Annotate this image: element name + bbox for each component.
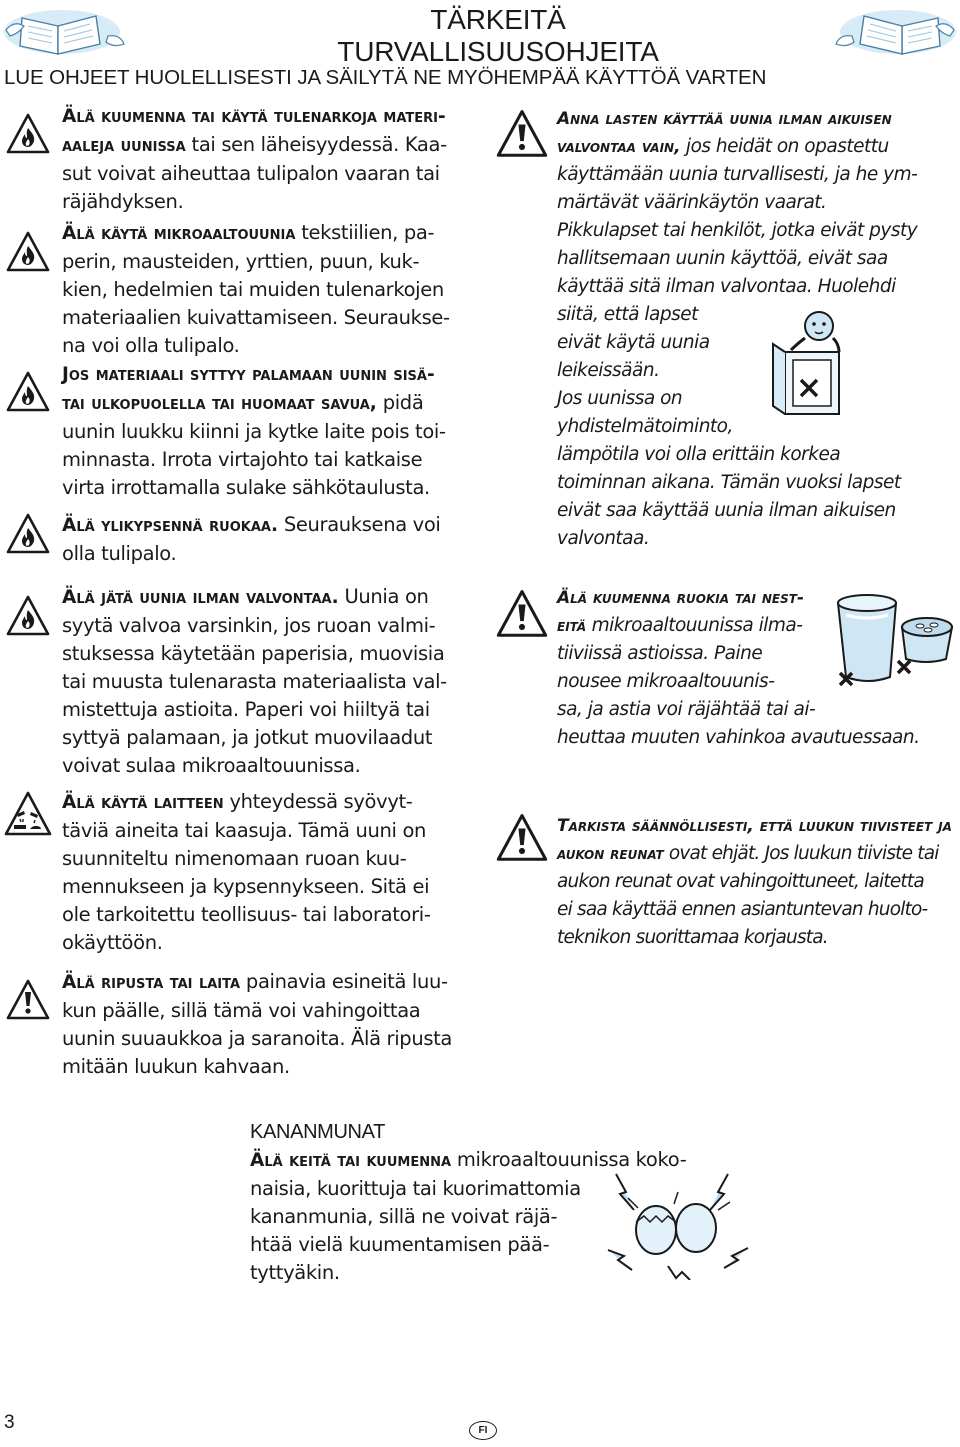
warning-text: kun päälle, sillä tämä voi vahingoittaa <box>62 999 421 1022</box>
warning-text: uunin luukku kiinni ja kytke laite pois toi- <box>62 420 446 443</box>
warning-text: olla tulipalo. <box>62 542 177 565</box>
page-subtitle: LUE OHJEET HUOLELLISESTI JA SÄILYTÄ NE MYÖHEMPÄÄ KÄYTTÖÄ VARTEN <box>4 66 767 89</box>
warning-text: toiminnan aikana. Tämän vuoksi lapset <box>557 472 901 493</box>
warning-text: okäyttöön. <box>62 931 163 954</box>
warning-text: htää vielä kuumentamisen pää- <box>250 1233 550 1256</box>
open-book-illustration <box>0 0 130 62</box>
flame-warning-icon <box>6 112 50 156</box>
warning-lead: Älä kuumenna tai käytä tulenarkoja materi- <box>62 106 446 127</box>
warning-text: leikeissään. <box>557 360 660 381</box>
warning-text: jos heidät on opastettu <box>680 136 889 157</box>
warning-text: valvontaa. <box>557 528 650 549</box>
warning-text: täviä aineita tai kaasuja. Tämä uuni on <box>62 819 427 842</box>
warning-text: Seurauksena voi <box>278 513 441 536</box>
warning-lead: Tarkista säännöllisesti, että luukun tiivisteet ja <box>557 816 952 836</box>
warning-lead: eitä <box>557 616 587 636</box>
warning-text: mitään luukun kahvaan. <box>62 1055 290 1078</box>
warning-text: suunniteltu nimenomaan ruoan kuu- <box>62 847 407 870</box>
warning-text: kananmunia, sillä ne voivat räjä- <box>250 1205 558 1228</box>
exploding-eggs-illustration <box>598 1170 758 1280</box>
warning-text: naisia, kuorittuja tai kuorimattomia <box>250 1177 581 1200</box>
warning-text: mennukseen ja kypsennykseen. Sitä ei <box>62 875 430 898</box>
warning-text: märtävät väärinkäytön vaarat. <box>557 192 827 213</box>
warning-text: tai muusta tulenarasta materiaalista val- <box>62 670 447 693</box>
warning-text: eivät saa käyttää uunia ilman aikuisen <box>557 500 896 521</box>
warning-lead: Anna lasten käyttää uunia ilman aikuisen <box>557 109 892 129</box>
exclamation-warning-icon <box>496 108 548 160</box>
warning-text: mistettuja astioita. Paperi voi hiiltyä tai <box>62 698 430 721</box>
warning-text: voivat sulaa mikroaaltouunissa. <box>62 754 361 777</box>
flame-warning-icon <box>6 594 50 638</box>
warning-text: sut voivat aiheuttaa tulipalon vaaran tai <box>62 162 440 185</box>
flame-warning-icon <box>6 370 50 414</box>
warning-text: sa, ja astia voi räjähtää tai ai- <box>557 699 816 720</box>
warning-text: mikroaaltouunissa ilma- <box>586 615 803 636</box>
warning-lead: tai ulkopuolella tai huomaat savua, <box>62 393 377 414</box>
warning-lead: aukon reunat <box>557 844 664 864</box>
warning-text: lämpötila voi olla erittäin korkea <box>557 444 841 465</box>
warning-text: ole tarkoitettu teollisuus- tai laboratori- <box>62 903 431 926</box>
warning-text: painavia esineitä luu- <box>240 970 448 993</box>
warning-text: na voi olla tulipalo. <box>62 334 240 357</box>
warning-lead: Älä kuumenna ruokia tai nest- <box>557 588 805 608</box>
warning-text: heuttaa muuten vahinkoa avautuessaan. <box>557 727 920 748</box>
corrosive-warning-icon <box>4 790 52 838</box>
warning-lead: Jos materiaali syttyy palamaan uunin sisä- <box>62 364 435 385</box>
warning-text: Jos uunissa on <box>557 388 683 409</box>
page-title: TÄRKEITÄ TURVALLISUUSOHJEITA <box>337 4 659 67</box>
warning-text: uunin suuaukkoa ja saranoita. Älä ripusta <box>62 1027 453 1050</box>
flame-warning-icon <box>6 512 50 556</box>
warning-text: yhteydessä syövyt- <box>223 790 413 813</box>
warning-text: virta irrottamalla sulake sähkötaulusta. <box>62 476 430 499</box>
warning-text: mikroaaltouunissa koko- <box>451 1148 687 1171</box>
warning-text: materiaalien kuivattamiseen. Seuraukse- <box>62 306 450 329</box>
exclamation-warning-icon <box>496 812 548 864</box>
language-badge: FI <box>469 1421 497 1440</box>
exclamation-warning-icon <box>6 978 50 1022</box>
warning-text: kien, hedelmien tai muiden tulenarkojen <box>62 278 444 301</box>
warning-lead: Älä käytä mikroaaltouunia <box>62 223 296 244</box>
warning-text: Uunia on <box>338 585 429 608</box>
warning-lead: Älä käytä laitteen <box>62 792 224 813</box>
warning-text: tiiviissä astioissa. Paine <box>557 643 763 664</box>
child-microwave-illustration <box>745 300 845 420</box>
warning-text: hallitsemaan uunin käyttöä, eivät saa <box>557 248 888 269</box>
warning-text: yhdistelmätoiminto, <box>557 416 733 437</box>
warning-text: minnasta. Irrota virtajohto tai katkaise <box>62 448 423 471</box>
warning-text: siitä, että lapset <box>557 304 698 325</box>
warning-text: nousee mikroaaltouunis- <box>557 671 775 692</box>
warning-lead: Älä jätä uunia ilman valvontaa. <box>62 587 339 608</box>
warning-text: käyttämään uunia turvallisesti, ja he ym- <box>557 164 918 185</box>
warning-text: eivät käytä uunia <box>557 332 710 353</box>
warning-lead: Älä keitä tai kuumenna <box>250 1150 452 1171</box>
warning-lead: aaleja uunissa <box>62 135 186 156</box>
sealed-containers-illustration <box>830 585 958 695</box>
warning-lead: valvontaa vain, <box>557 137 681 157</box>
warning-text: ovat ehjät. Jos luukun tiiviste tai <box>663 843 939 864</box>
exclamation-warning-icon <box>496 588 548 640</box>
warning-text: tai sen läheisyydessä. Kaa- <box>185 133 447 156</box>
warning-text: syttyä palamaan, ja jotkut muovilaadut <box>62 726 433 749</box>
warning-lead: Älä ylikypsennä ruokaa. <box>62 515 278 536</box>
eggs-heading: KANANMUNAT <box>250 1121 386 1143</box>
flame-warning-icon <box>6 230 50 274</box>
warning-lead: Älä ripusta tai laita <box>62 972 241 993</box>
warning-text: ei saa käyttää ennen asiantuntevan huolto- <box>557 899 928 920</box>
warning-text: syytä valvoa varsinkin, jos ruoan valmi- <box>62 614 436 637</box>
warning-text: aukon reunat ovat vahingoittuneet, laitetta <box>557 871 924 892</box>
warning-text: perin, mausteiden, yrttien, puun, kuk- <box>62 250 420 273</box>
warning-text: käyttää sitä ilman valvontaa. Huolehdi <box>557 276 896 297</box>
warning-text: Pikkulapset tai henkilöt, jotka eivät pysty <box>557 220 918 241</box>
open-book-illustration <box>830 0 960 62</box>
warning-text: räjähdyksen. <box>62 190 184 213</box>
warning-text: stuksessa käytetään paperisia, muovisia <box>62 642 445 665</box>
warning-text: teknikon suorittamaa korjausta. <box>557 927 828 948</box>
warning-text: tyttyäkin. <box>250 1261 340 1284</box>
page-number: 3 <box>4 1412 15 1433</box>
warning-text: tekstiilien, pa- <box>295 221 435 244</box>
warning-text: pidä <box>376 391 424 414</box>
